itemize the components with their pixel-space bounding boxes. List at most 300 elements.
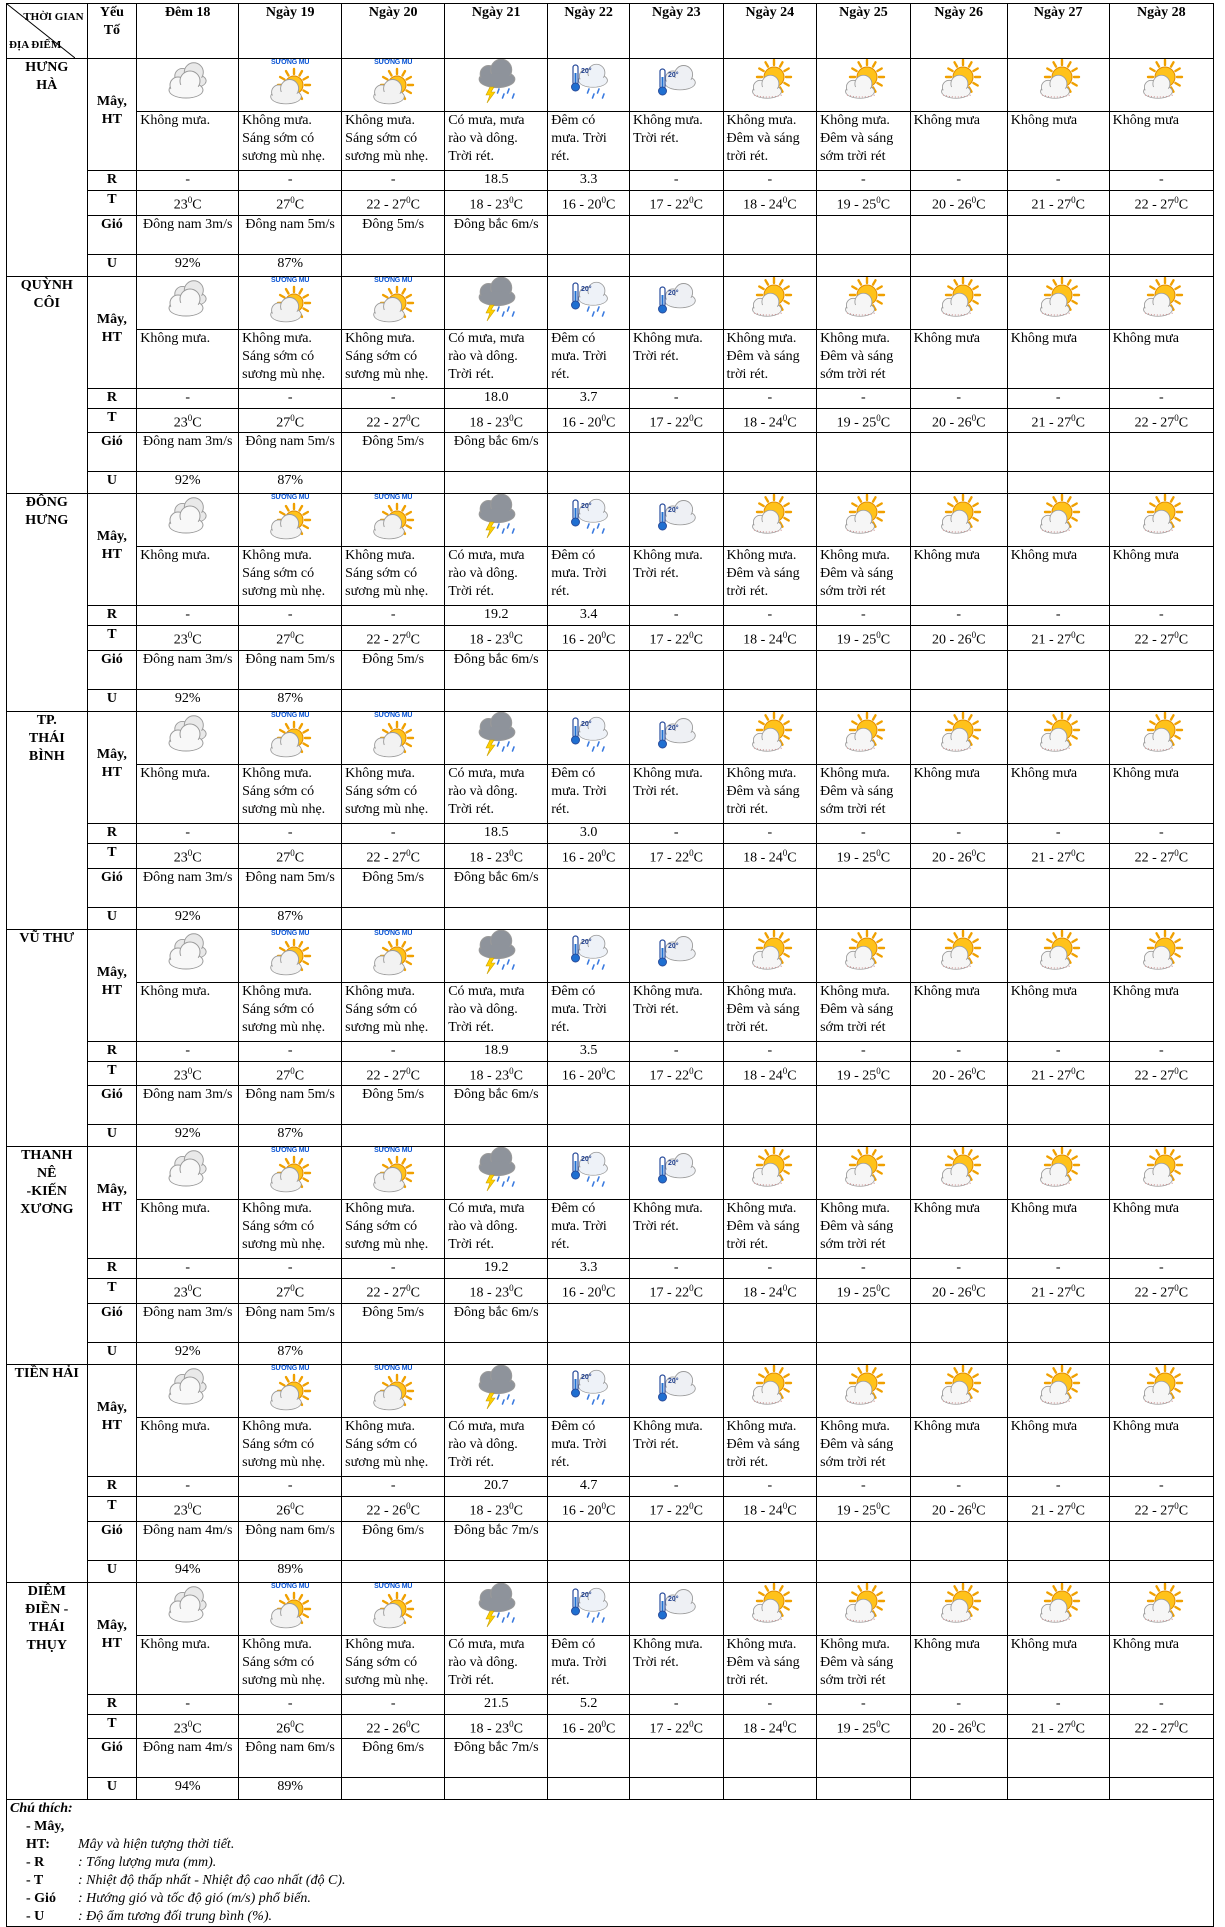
degree-symbol: 0 — [782, 1500, 788, 1511]
weather-description: Không mưa — [1007, 982, 1109, 1041]
temperature-value: 16 - 20 — [561, 1068, 602, 1084]
station-name-line: -KIẾN — [26, 1184, 67, 1200]
rain-value: - — [239, 388, 342, 408]
wind-value — [817, 1086, 911, 1125]
station-temperature-row — [7, 1061, 1214, 1086]
weather-icon-cell — [342, 276, 445, 329]
sun-cloud-icon — [1137, 59, 1185, 105]
notes-list — [10, 1818, 1210, 1926]
weather-description: Không mưa. Sáng sớm có sương mù nhẹ. — [239, 112, 342, 171]
temperature-value: 17 - 22 — [649, 197, 690, 213]
station-humidity-row — [7, 1560, 1214, 1582]
label-gio: Gió — [87, 1303, 137, 1342]
factor-label-line1: Yếu — [99, 5, 124, 20]
wind-value — [1007, 215, 1109, 254]
wind-value — [910, 433, 1007, 472]
label-may-text: Mây, — [96, 746, 127, 762]
weather-icon-cell — [1109, 59, 1213, 112]
wind-value — [723, 1739, 817, 1778]
rain-value: - — [137, 823, 239, 843]
weather-icon-cell — [910, 929, 1007, 982]
temperature-value: 16 - 20 — [561, 1503, 602, 1519]
rain-value: - — [910, 823, 1007, 843]
degree-symbol: 0 — [1174, 1065, 1179, 1076]
time-label: THỜI GIAN — [23, 11, 84, 23]
degree-symbol: 0 — [1174, 1283, 1179, 1294]
temperature-value: 20 - 26 — [931, 197, 972, 213]
degree-symbol: 0 — [971, 195, 977, 205]
note-value: : Nhiệt độ thấp nhất - Nhiệt độ cao nhất (độ C). — [78, 1873, 346, 1889]
temperature-cell: $18 - 23^0C$ — [445, 1061, 548, 1086]
temperature-value: 22 - 27 — [1134, 632, 1175, 648]
cloudy-icon — [164, 1365, 212, 1411]
temperature-value: 21 - 27 — [1031, 197, 1072, 213]
weather-description: Không mưa. Đêm và sáng sớm trời rét — [817, 1417, 911, 1476]
station-description-row — [7, 112, 1214, 171]
cloudy-icon — [164, 712, 212, 758]
station-name-line: VŨ THƯ — [19, 930, 75, 946]
weather-description: Không mưa. Sáng sớm có sương mù nhẹ. — [342, 547, 445, 606]
degree-symbol: 0 — [782, 195, 788, 205]
temperature-value: 23 — [173, 632, 188, 648]
temperature-cell: $21 - 27^0C$ — [1007, 626, 1109, 651]
weather-icon-cell — [910, 59, 1007, 112]
temperature-value: 23 — [173, 1503, 188, 1519]
degree-symbol: 0 — [689, 195, 694, 205]
station-description-row — [7, 1200, 1214, 1259]
fog-sun-icon — [266, 494, 314, 540]
cold-cloud-icon — [652, 1365, 700, 1411]
temperature-value: 18 - 24 — [743, 415, 783, 431]
rain-value: - — [1007, 1259, 1109, 1279]
weather-icon-cell — [817, 711, 911, 764]
temperature-value: 27 — [276, 632, 291, 648]
sun-cloud-icon — [935, 277, 983, 323]
temperature-cell: $17 - 22^0C$ — [629, 408, 723, 433]
humidity-value — [629, 1560, 723, 1582]
thunderstorm-icon — [472, 277, 520, 323]
weather-description: Không mưa. Đêm và sáng trời rét. — [723, 1635, 817, 1694]
weather-description: Không mưa. — [137, 1200, 239, 1259]
place-label: ĐỊA ĐIỂM — [9, 39, 62, 51]
temperature-value: 16 - 20 — [561, 850, 602, 866]
forecast-table — [6, 3, 1214, 1800]
fog-tag-text: SƯƠNG MÙ — [271, 1364, 310, 1372]
label-t: T — [87, 1061, 137, 1086]
humidity-value — [1007, 1125, 1109, 1147]
humidity-value — [1109, 1778, 1213, 1800]
label-r: R — [87, 1694, 137, 1714]
day-header: Ngày 22 — [548, 4, 630, 59]
weather-description: Không mưa. Đêm và sáng trời rét. — [723, 982, 817, 1041]
humidity-value: 92% — [137, 472, 239, 494]
cold-rain-icon — [565, 930, 613, 976]
degree-symbol: 0 — [689, 412, 694, 423]
label-u: U — [87, 1560, 137, 1582]
temperature-cell: $18 - 24^0C$ — [723, 1279, 817, 1304]
label-t: T — [87, 1279, 137, 1304]
note-item — [10, 1854, 1210, 1872]
temperature-cell: $20 - 26^0C$ — [910, 1714, 1007, 1739]
weather-description: Không mưa. Sáng sớm có sương mù nhẹ. — [239, 764, 342, 823]
weather-icon-cell — [723, 1582, 817, 1635]
rain-value: - — [723, 1694, 817, 1714]
label-may-text: Mây, — [96, 1182, 127, 1198]
weather-description: Không mưa — [1007, 764, 1109, 823]
weather-icon-cell — [910, 1582, 1007, 1635]
weather-description: Không mưa. Đêm và sáng trời rét. — [723, 1200, 817, 1259]
sun-cloud-icon — [1034, 1583, 1082, 1629]
temperature-value: 22 - 27 — [366, 1285, 407, 1301]
station-name — [7, 59, 88, 277]
degree-symbol: 0 — [782, 630, 788, 641]
temperature-cell: $20 - 26^0C$ — [910, 626, 1007, 651]
rain-value: - — [342, 1694, 445, 1714]
temperature-value: 22 - 27 — [1134, 415, 1175, 431]
temperature-cell: $17 - 22^0C$ — [629, 626, 723, 651]
weather-description: Không mưa. Trời rét. — [629, 329, 723, 388]
rain-value: - — [817, 823, 911, 843]
humidity-value — [817, 472, 911, 494]
note-item — [10, 1818, 1210, 1854]
wind-value — [1007, 1739, 1109, 1778]
fog-tag-text: SƯƠNG MÙ — [271, 711, 310, 719]
label-gio: Gió — [87, 1739, 137, 1778]
degree-symbol: 0 — [1071, 1500, 1076, 1511]
sun-cloud-icon — [1137, 1365, 1185, 1411]
label-u: U — [87, 472, 137, 494]
rain-value: 20.7 — [445, 1476, 548, 1496]
station-weather-icon-row — [7, 1582, 1214, 1635]
degree-symbol: 0 — [406, 195, 411, 205]
weather-description: Không mưa. Sáng sớm có sương mù nhẹ. — [342, 1417, 445, 1476]
station-description-row — [7, 547, 1214, 606]
weather-icon-cell — [445, 929, 548, 982]
wind-value — [629, 433, 723, 472]
degree-symbol: 0 — [406, 1718, 411, 1729]
degree-symbol: 0 — [971, 1283, 977, 1294]
rain-value: - — [629, 1694, 723, 1714]
station-name-line: THÁI — [28, 730, 65, 746]
temperature-cell: $19 - 25^0C$ — [817, 1714, 911, 1739]
rain-value: 3.0 — [548, 823, 630, 843]
temperature-value: 16 - 20 — [561, 197, 602, 213]
weather-icon-cell — [239, 1364, 342, 1417]
temperature-value: 27 — [276, 415, 291, 431]
wind-value — [1109, 650, 1213, 689]
temperature-cell: $27^0C$ — [239, 1279, 342, 1304]
rain-value: - — [342, 823, 445, 843]
weather-icon-cell — [1109, 711, 1213, 764]
temperature-cell: $19 - 25^0C$ — [817, 1496, 911, 1521]
weather-description: Không mưa. Sáng sớm có sương mù nhẹ. — [342, 764, 445, 823]
temperature-cell: $23^0C$ — [137, 191, 239, 216]
weather-description: Có mưa, mưa rào và dông. Trời rét. — [445, 1417, 548, 1476]
weather-icon-cell — [1109, 929, 1213, 982]
degree-symbol: 0 — [509, 1283, 514, 1294]
rain-value: - — [342, 1041, 445, 1061]
temperature-value: 23 — [173, 1068, 188, 1084]
wind-value — [1109, 433, 1213, 472]
label-may-ht — [87, 711, 137, 823]
temperature-value: 17 - 22 — [649, 1721, 690, 1737]
sun-cloud-icon — [1137, 712, 1185, 758]
label-gio: Gió — [87, 215, 137, 254]
degree-symbol: 0 — [290, 847, 295, 858]
weather-icon-cell — [137, 929, 239, 982]
weather-description: Không mưa — [1007, 112, 1109, 171]
temperature-cell: $21 - 27^0C$ — [1007, 1061, 1109, 1086]
sun-cloud-icon — [839, 712, 887, 758]
humidity-value — [629, 1342, 723, 1364]
station-name-line: TIỀN HẢI — [14, 1365, 79, 1381]
weather-icon-cell — [342, 59, 445, 112]
humidity-value — [548, 1342, 630, 1364]
temperature-value: 18 - 23 — [469, 1068, 510, 1084]
note-key: - Gió — [26, 1891, 56, 1907]
weather-description: Không mưa. — [137, 329, 239, 388]
temperature-cell: $18 - 24^0C$ — [723, 843, 817, 868]
humidity-value — [445, 1342, 548, 1364]
weather-description: Không mưa. — [137, 982, 239, 1041]
weather-description: Có mưa, mưa rào và dông. Trời rét. — [445, 982, 548, 1041]
wind-value: Đông bắc 7m/s — [445, 1521, 548, 1560]
wind-value: Đông nam 6m/s — [239, 1739, 342, 1778]
humidity-value — [445, 254, 548, 276]
fog-tag-text: SƯƠNG MÙ — [374, 59, 413, 66]
header-row — [7, 4, 1214, 59]
rain-value: 3.3 — [548, 1259, 630, 1279]
temperature-value: 21 - 27 — [1031, 632, 1072, 648]
weather-icon-cell — [817, 494, 911, 547]
degree-symbol: 0 — [406, 630, 411, 641]
sun-cloud-icon — [935, 712, 983, 758]
sun-cloud-icon — [746, 277, 794, 323]
rain-value: 3.3 — [548, 171, 630, 191]
wind-value: Đông bắc 6m/s — [445, 1303, 548, 1342]
svg-text:20°: 20° — [580, 503, 592, 511]
svg-text:20°: 20° — [668, 724, 679, 732]
temperature-value: 18 - 23 — [469, 197, 510, 213]
weather-description: Không mưa. Trời rét. — [629, 547, 723, 606]
degree-symbol: 0 — [406, 412, 411, 423]
rain-value: - — [629, 171, 723, 191]
rain-value: - — [723, 388, 817, 408]
temperature-value: 16 - 20 — [561, 1285, 602, 1301]
temperature-cell: $16 - 20^0C$ — [548, 408, 630, 433]
wind-value: Đông nam 3m/s — [137, 1303, 239, 1342]
wind-value: Đông nam 4m/s — [137, 1739, 239, 1778]
rain-value: - — [723, 1259, 817, 1279]
rain-value: - — [342, 1476, 445, 1496]
degree-symbol: 0 — [971, 847, 977, 858]
wind-value — [910, 868, 1007, 907]
degree-symbol: 0 — [509, 412, 514, 423]
degree-symbol: 0 — [689, 630, 694, 641]
temperature-cell: $18 - 23^0C$ — [445, 843, 548, 868]
weather-description: Không mưa — [1109, 764, 1213, 823]
temperature-value: 26 — [276, 1721, 291, 1737]
degree-symbol: 0 — [187, 1283, 193, 1294]
weather-description: Đêm có mưa. Trời rét. — [548, 982, 630, 1041]
wind-value — [723, 1303, 817, 1342]
rain-value: - — [817, 1476, 911, 1496]
svg-text:20°: 20° — [580, 1156, 592, 1164]
station-temperature-row — [7, 1714, 1214, 1739]
station-description-row — [7, 329, 1214, 388]
weather-icon-cell — [445, 711, 548, 764]
weather-description: Không mưa. Đêm và sáng sớm trời rét — [817, 764, 911, 823]
temperature-value: 27 — [276, 1285, 291, 1301]
sun-cloud-icon — [1034, 930, 1082, 976]
temperature-value: 22 - 27 — [1134, 850, 1175, 866]
wind-value — [910, 1739, 1007, 1778]
temperature-cell: $22 - 26^0C$ — [342, 1714, 445, 1739]
temperature-cell: $23^0C$ — [137, 408, 239, 433]
cold-rain-icon — [565, 59, 613, 105]
sun-cloud-icon — [1034, 1147, 1082, 1193]
sun-cloud-icon — [935, 494, 983, 540]
temperature-cell: $27^0C$ — [239, 626, 342, 651]
weather-icon-cell — [239, 1582, 342, 1635]
station-description-row — [7, 982, 1214, 1041]
humidity-value — [723, 1778, 817, 1800]
humidity-value — [817, 1778, 911, 1800]
degree-symbol: 0 — [689, 1065, 694, 1076]
humidity-value — [342, 1342, 445, 1364]
temperature-cell: $27^0C$ — [239, 191, 342, 216]
station-rain-row — [7, 1694, 1214, 1714]
svg-text:20°: 20° — [668, 1377, 679, 1385]
weather-description: Có mưa, mưa rào và dông. Trời rét. — [445, 329, 548, 388]
fog-sun-icon — [266, 1583, 314, 1629]
thunderstorm-icon — [472, 930, 520, 976]
weather-description: Không mưa — [1109, 112, 1213, 171]
label-may-text: Mây, — [96, 529, 127, 545]
sun-cloud-icon — [1137, 494, 1185, 540]
station-rain-row — [7, 823, 1214, 843]
weather-description: Không mưa — [910, 1417, 1007, 1476]
temperature-cell: $22 - 26^0C$ — [342, 1496, 445, 1521]
wind-value — [723, 650, 817, 689]
temperature-cell: $21 - 27^0C$ — [1007, 408, 1109, 433]
wind-value — [723, 1521, 817, 1560]
thunderstorm-icon — [472, 712, 520, 758]
rain-value: - — [817, 606, 911, 626]
rain-value: - — [239, 1476, 342, 1496]
temperature-value: 21 - 27 — [1031, 1068, 1072, 1084]
temperature-value: 18 - 23 — [469, 1721, 510, 1737]
cold-cloud-icon — [652, 494, 700, 540]
weather-icon-cell — [817, 276, 911, 329]
rain-value: - — [629, 823, 723, 843]
humidity-value — [548, 907, 630, 929]
rain-value: - — [239, 1041, 342, 1061]
label-r: R — [87, 1476, 137, 1496]
degree-symbol: 0 — [290, 630, 295, 641]
weather-icon-cell — [629, 276, 723, 329]
wind-value — [1109, 868, 1213, 907]
rain-value: - — [1007, 1476, 1109, 1496]
humidity-value — [1109, 907, 1213, 929]
temperature-cell: $19 - 25^0C$ — [817, 1279, 911, 1304]
wind-value — [723, 433, 817, 472]
svg-text:20°: 20° — [580, 68, 592, 75]
weather-description: Không mưa — [1007, 1417, 1109, 1476]
station-wind-row — [7, 1521, 1214, 1560]
station-name-line: QUỲNH — [20, 277, 73, 293]
sun-cloud-icon — [935, 59, 983, 105]
rain-value: - — [629, 1041, 723, 1061]
wind-value: Đông bắc 6m/s — [445, 868, 548, 907]
degree-symbol: 0 — [1071, 1718, 1076, 1729]
weather-description: Không mưa — [1109, 1200, 1213, 1259]
weather-description: Không mưa. Sáng sớm có sương mù nhẹ. — [342, 112, 445, 171]
temperature-cell: $23^0C$ — [137, 843, 239, 868]
weather-icon-cell — [629, 494, 723, 547]
sun-cloud-icon — [839, 59, 887, 105]
humidity-value — [1109, 472, 1213, 494]
humidity-value: 92% — [137, 254, 239, 276]
degree-symbol: 0 — [187, 847, 193, 858]
notes-table — [6, 1799, 1214, 1927]
station-description-row — [7, 1417, 1214, 1476]
weather-icon-cell — [817, 59, 911, 112]
weather-icon-cell — [239, 494, 342, 547]
temperature-cell: $22 - 27^0C$ — [342, 191, 445, 216]
rain-value: - — [137, 171, 239, 191]
humidity-value — [1109, 1560, 1213, 1582]
wind-value — [1007, 1086, 1109, 1125]
weather-icon-cell — [629, 1364, 723, 1417]
weather-description: Không mưa — [1109, 329, 1213, 388]
fog-tag-text: SƯƠNG MÙ — [374, 929, 413, 937]
humidity-value: 92% — [137, 1342, 239, 1364]
temperature-value: 18 - 24 — [743, 1285, 783, 1301]
temperature-cell: $21 - 27^0C$ — [1007, 1496, 1109, 1521]
day-header: Ngày 27 — [1007, 4, 1109, 59]
weather-description: Không mưa. Đêm và sáng trời rét. — [723, 112, 817, 171]
temperature-cell: $21 - 27^0C$ — [1007, 843, 1109, 868]
weather-description: Không mưa. Đêm và sáng sớm trời rét — [817, 1200, 911, 1259]
degree-symbol: 0 — [187, 630, 193, 641]
label-may-text: Mây, — [96, 964, 127, 980]
degree-symbol: 0 — [876, 1065, 881, 1076]
day-header: Ngày 21 — [445, 4, 548, 59]
temperature-cell: $17 - 22^0C$ — [629, 1279, 723, 1304]
rain-value: - — [1109, 1041, 1213, 1061]
wind-value: Đông 5m/s — [342, 650, 445, 689]
sun-cloud-icon — [1137, 1583, 1185, 1629]
humidity-value — [723, 689, 817, 711]
humidity-value — [548, 689, 630, 711]
temperature-value: 22 - 27 — [1134, 197, 1175, 213]
rain-value: - — [137, 1041, 239, 1061]
temperature-value: 22 - 27 — [366, 632, 407, 648]
station-name-line: THÁI — [28, 1619, 65, 1635]
temperature-value: 18 - 24 — [743, 1721, 783, 1737]
temperature-value: 17 - 22 — [649, 1503, 690, 1519]
degree-symbol: 0 — [971, 1500, 977, 1511]
rain-value: 5.2 — [548, 1694, 630, 1714]
weather-icon-cell — [1109, 1147, 1213, 1200]
rain-value: - — [910, 1041, 1007, 1061]
humidity-value: 87% — [239, 907, 342, 929]
day-header: Ngày 23 — [629, 4, 723, 59]
degree-symbol: 0 — [290, 1065, 295, 1076]
degree-symbol: 0 — [689, 847, 694, 858]
humidity-value — [910, 689, 1007, 711]
